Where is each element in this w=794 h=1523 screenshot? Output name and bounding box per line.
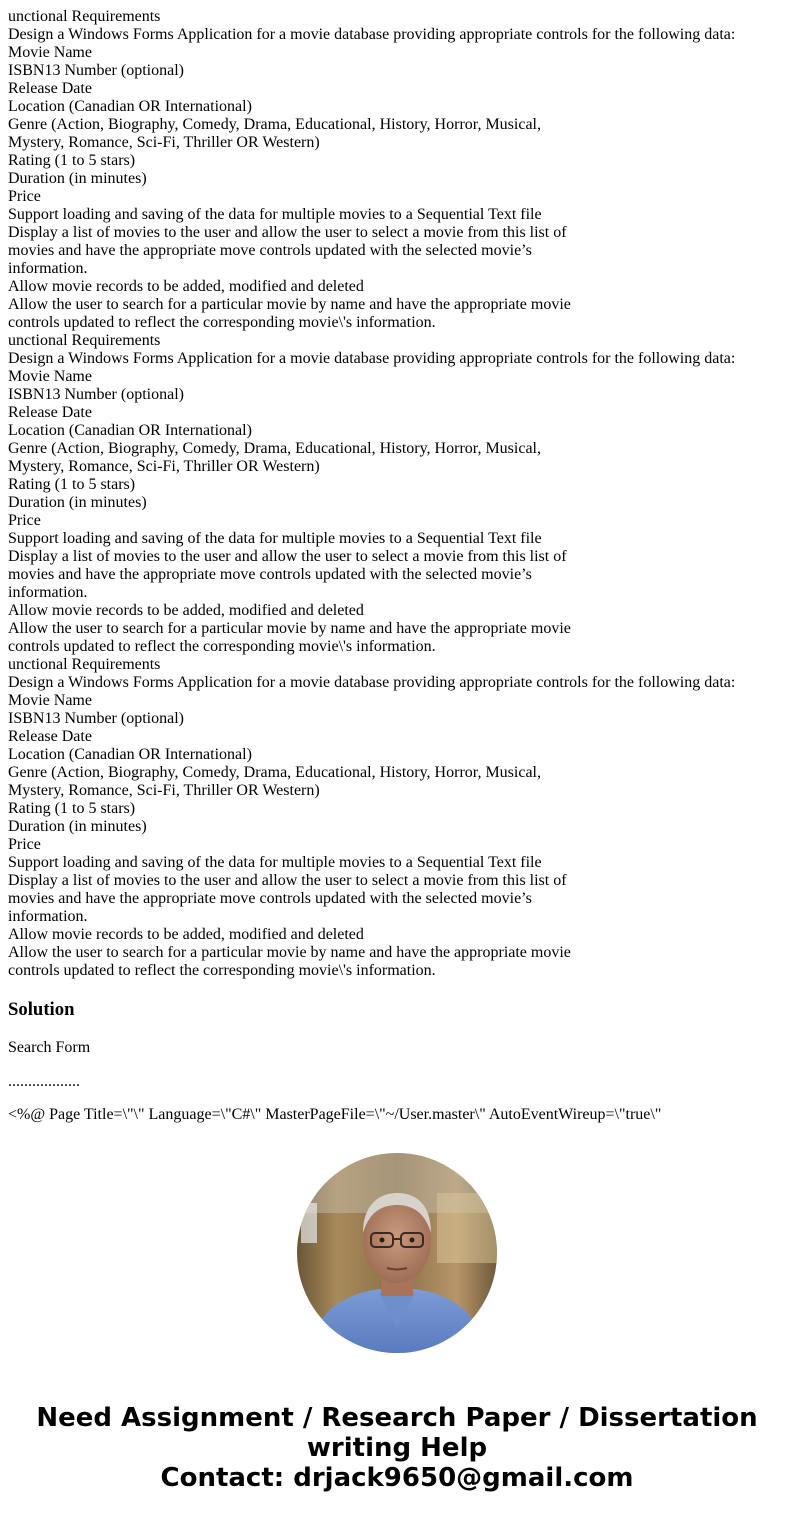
req-line: Support loading and saving of the data for multiple movies to a Sequential Text file bbox=[8, 854, 542, 871]
req-line: Allow movie records to be added, modified and deleted bbox=[8, 926, 364, 943]
req-line: Release Date bbox=[8, 80, 92, 97]
req-line: movies and have the appropriate move controls updated with the selected movie’s bbox=[8, 566, 532, 583]
search-form-label: Search Form bbox=[8, 1039, 91, 1056]
req-line: Movie Name bbox=[8, 44, 92, 61]
req-line: Design a Windows Forms Application for a movie database providing appropriate controls for the following data: bbox=[8, 26, 736, 43]
req-line: ISBN13 Number (optional) bbox=[8, 386, 184, 403]
req-line: Display a list of movies to the user and allow the user to select a movie from this list of bbox=[8, 548, 567, 565]
requirements-block-3 bbox=[8, 656, 788, 980]
req-line: Location (Canadian OR International) bbox=[8, 422, 252, 439]
req-line: ISBN13 Number (optional) bbox=[8, 62, 184, 79]
req-line: Duration (in minutes) bbox=[8, 170, 147, 187]
req-line: Genre (Action, Biography, Comedy, Drama, Educational, History, Horror, Musical, bbox=[8, 440, 541, 457]
req-line: information. bbox=[8, 908, 88, 925]
req-line: Price bbox=[8, 188, 41, 205]
solution-heading: Solution bbox=[8, 999, 75, 1020]
req-line: Rating (1 to 5 stars) bbox=[8, 800, 136, 817]
req-line: Allow the user to search for a particular movie by name and have the appropriate movie bbox=[8, 944, 571, 961]
req-line: Price bbox=[8, 836, 41, 853]
req-line: Genre (Action, Biography, Comedy, Drama, Educational, History, Horror, Musical, bbox=[8, 116, 541, 133]
code-snippet-line bbox=[8, 1106, 788, 1123]
req-line: movies and have the appropriate move controls updated with the selected movie’s bbox=[8, 242, 532, 259]
req-line: Design a Windows Forms Application for a movie database providing appropriate controls for the following data: bbox=[8, 350, 736, 367]
req-line: information. bbox=[8, 584, 88, 601]
req-line: Display a list of movies to the user and allow the user to select a movie from this list of bbox=[8, 872, 567, 889]
req-line: ISBN13 Number (optional) bbox=[8, 710, 184, 727]
requirements-block-1 bbox=[8, 8, 788, 332]
req-line: Genre (Action, Biography, Comedy, Drama, Educational, History, Horror, Musical, bbox=[8, 764, 541, 781]
req-line: movies and have the appropriate move controls updated with the selected movie’s bbox=[8, 890, 532, 907]
code-text: <%@ Page Title=\"\" Language=\"C#\" MasterPageFile=\"~/User.master\" AutoEventWireup=\"true\" bbox=[8, 1106, 662, 1123]
req-line: Movie Name bbox=[8, 692, 92, 709]
req-line: information. bbox=[8, 260, 88, 277]
req-line: Design a Windows Forms Application for a movie database providing appropriate controls for the following data: bbox=[8, 674, 736, 691]
req-line: Release Date bbox=[8, 404, 92, 421]
req-line: controls updated to reflect the corresponding movie\'s information. bbox=[8, 314, 436, 331]
req-line: controls updated to reflect the corresponding movie\'s information. bbox=[8, 638, 436, 655]
req-line: Rating (1 to 5 stars) bbox=[8, 476, 136, 493]
req-line: Duration (in minutes) bbox=[8, 494, 147, 511]
contact-banner bbox=[0, 1403, 794, 1493]
banner-line-2: writing Help bbox=[306, 1433, 488, 1463]
req-line: Release Date bbox=[8, 728, 92, 745]
req-line: Allow movie records to be added, modified and deleted bbox=[8, 278, 364, 295]
req-line: Mystery, Romance, Sci-Fi, Thriller OR Western) bbox=[8, 782, 320, 799]
req-line: unctional Requirements bbox=[8, 8, 161, 25]
req-line: Allow movie records to be added, modified and deleted bbox=[8, 602, 364, 619]
req-line: Rating (1 to 5 stars) bbox=[8, 152, 136, 169]
req-line: Price bbox=[8, 512, 41, 529]
req-line: Location (Canadian OR International) bbox=[8, 98, 252, 115]
req-line: Duration (in minutes) bbox=[8, 818, 147, 835]
req-line: Allow the user to search for a particular movie by name and have the appropriate movie bbox=[8, 620, 571, 637]
banner-line-1: Need Assignment / Research Paper / Dissertation bbox=[36, 1403, 758, 1433]
req-line: Movie Name bbox=[8, 368, 92, 385]
requirements-content bbox=[8, 8, 788, 980]
req-line: Display a list of movies to the user and allow the user to select a movie from this list of bbox=[8, 224, 567, 241]
req-line: unctional Requirements bbox=[8, 332, 161, 349]
req-line: Support loading and saving of the data for multiple movies to a Sequential Text file bbox=[8, 206, 542, 223]
req-line: Location (Canadian OR International) bbox=[8, 746, 252, 763]
req-line: Mystery, Romance, Sci-Fi, Thriller OR Western) bbox=[8, 458, 320, 475]
requirements-block-2 bbox=[8, 332, 788, 656]
req-line: Support loading and saving of the data for multiple movies to a Sequential Text file bbox=[8, 530, 542, 547]
req-line: unctional Requirements bbox=[8, 656, 161, 673]
separator-dots: .................. bbox=[8, 1073, 80, 1090]
req-line: Allow the user to search for a particular movie by name and have the appropriate movie bbox=[8, 296, 571, 313]
banner-line-3: Contact: drjack9650@gmail.com bbox=[160, 1463, 634, 1493]
req-line: controls updated to reflect the corresponding movie\'s information. bbox=[8, 962, 436, 979]
avatar-portrait-image bbox=[297, 1153, 497, 1353]
req-line: Mystery, Romance, Sci-Fi, Thriller OR Western) bbox=[8, 134, 320, 151]
author-avatar bbox=[297, 1153, 497, 1353]
